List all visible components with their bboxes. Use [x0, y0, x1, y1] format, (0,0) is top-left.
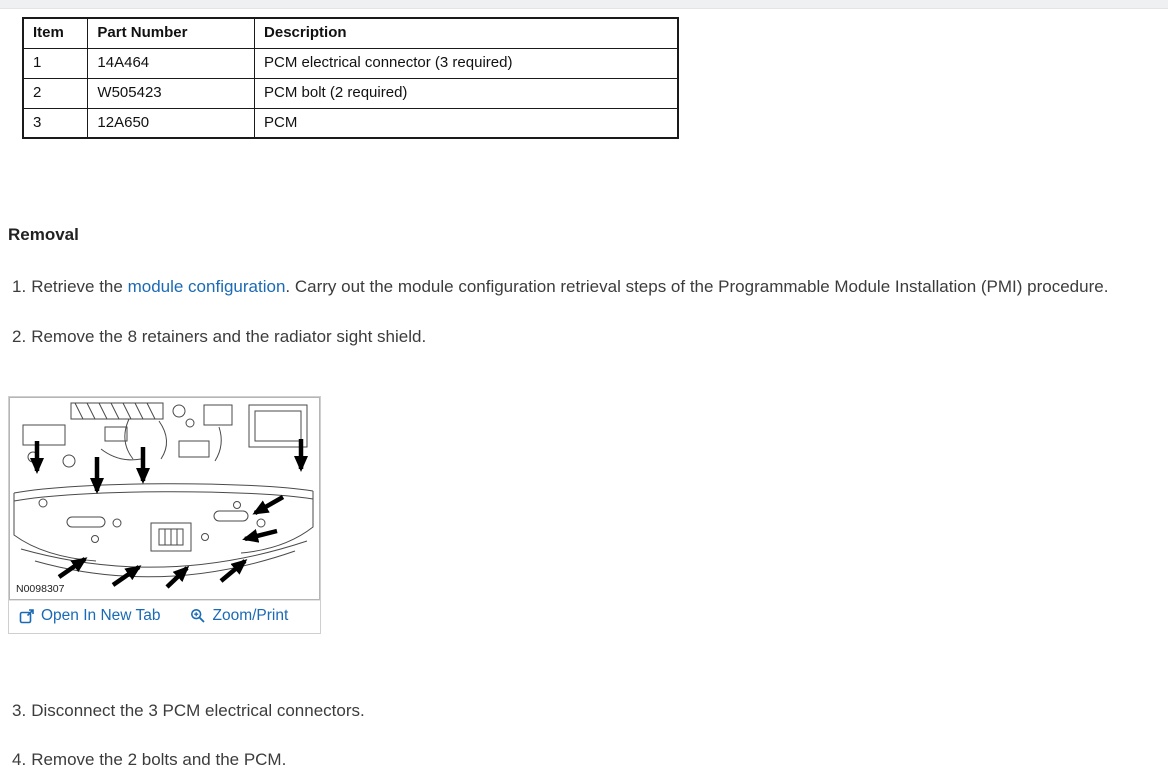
- cell-part-number: W505423: [88, 78, 255, 108]
- step-number: 3.: [12, 701, 27, 720]
- step-3: [12, 700, 1162, 721]
- open-in-new-tab-label: Open In New Tab: [41, 607, 161, 624]
- cell-description: PCM electrical connector (3 required): [255, 48, 678, 78]
- figure-widget: [8, 396, 321, 634]
- figure-reference-number: N0098307: [16, 583, 65, 595]
- cell-description: PCM bolt (2 required): [255, 78, 678, 108]
- zoom-print-label: Zoom/Print: [212, 607, 289, 624]
- step-text: Disconnect the 3 PCM electrical connectors.: [31, 701, 365, 720]
- table-header-row: [23, 18, 678, 48]
- table-row: [23, 78, 678, 108]
- cell-description: PCM: [255, 108, 678, 138]
- engine-bay-line-art: [9, 397, 320, 600]
- step-number: 2.: [12, 327, 27, 346]
- engine-bay-figure: [9, 397, 320, 601]
- zoom-print-link[interactable]: [190, 607, 288, 625]
- step-2: [12, 326, 1162, 347]
- header-description: Description: [255, 18, 678, 48]
- cell-part-number: 12A650: [88, 108, 255, 138]
- cell-item: 1: [23, 48, 88, 78]
- top-edge-strip: [0, 0, 1168, 9]
- module-configuration-link[interactable]: module configuration: [127, 277, 286, 296]
- table-row: [23, 48, 678, 78]
- step-text: Remove the 8 retainers and the radiator sight shield.: [31, 327, 427, 346]
- table-row: [23, 108, 678, 138]
- figure-links-bar: [9, 601, 320, 633]
- step-number: 4.: [12, 750, 27, 769]
- step-text-post: . Carry out the module configuration retrieval steps of the Programmable Module Installation (PMI) procedure.: [285, 277, 1109, 296]
- section-title-removal: Removal: [8, 225, 79, 244]
- parts-table: [22, 17, 679, 139]
- step-text: Remove the 2 bolts and the PCM.: [31, 750, 287, 769]
- header-part-number: Part Number: [88, 18, 255, 48]
- cell-item: 2: [23, 78, 88, 108]
- cell-part-number: 14A464: [88, 48, 255, 78]
- header-item: Item: [23, 18, 88, 48]
- cell-item: 3: [23, 108, 88, 138]
- step-text-pre: Retrieve the: [31, 277, 128, 296]
- open-in-new-tab-icon: [19, 608, 35, 624]
- zoom-print-icon: [190, 608, 206, 624]
- step-4: [12, 749, 1162, 770]
- step-1: [12, 276, 1162, 297]
- open-in-new-tab-link[interactable]: [19, 607, 160, 625]
- step-number: 1.: [12, 277, 27, 296]
